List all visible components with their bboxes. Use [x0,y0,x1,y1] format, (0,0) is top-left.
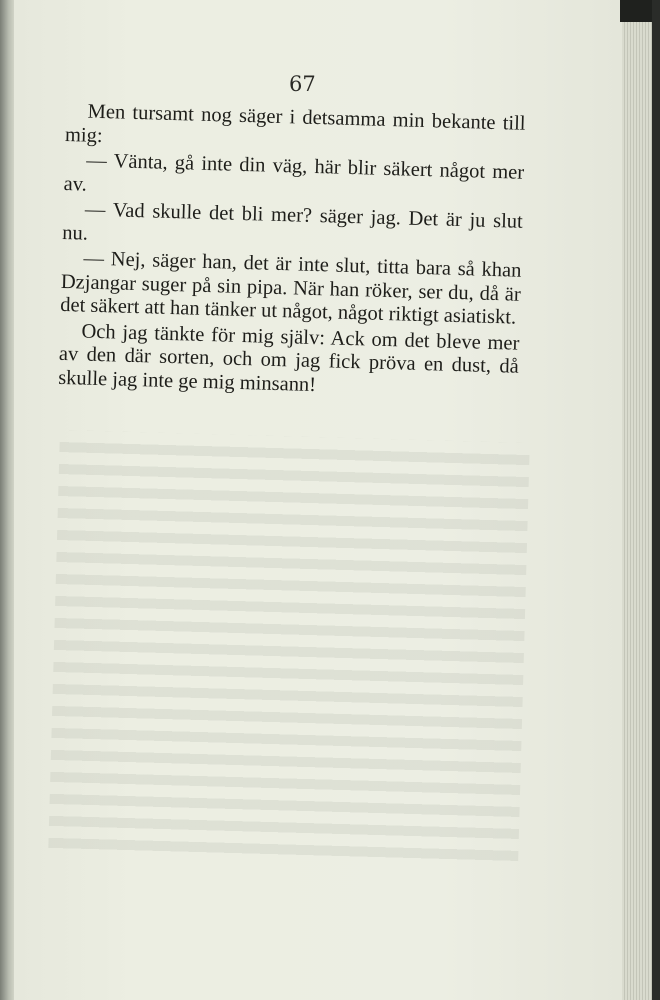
paragraph: Och jag tänkte för mig själv: Ack om det bleve mer av den där sorten, och om jag fick pröva en dust, då skulle jag inte ge mig minsann! [57,320,520,396]
show-through-text [48,430,530,863]
page-edges [622,0,652,1000]
paragraph: Men tursamt nog säger i detsamma min bekante till mig: [64,100,526,147]
paragraph: — Vad skulle det bli mer? säger jag. Det är ju slut nu. [61,198,524,245]
body-text [58,100,526,405]
right-shadow [652,0,660,1000]
page-number: 67 [289,72,316,96]
paragraph: — Vänta, gå inte din väg, här blir säkert något mer av. [63,149,525,196]
paragraph: — Nej, säger han, det är inte slut, titta bara så khan Dzjangar suger på sin pipa. När han röker, ser du, då är det säkert att han tänker ut något, något riktigt asiatiskt. [59,247,522,329]
